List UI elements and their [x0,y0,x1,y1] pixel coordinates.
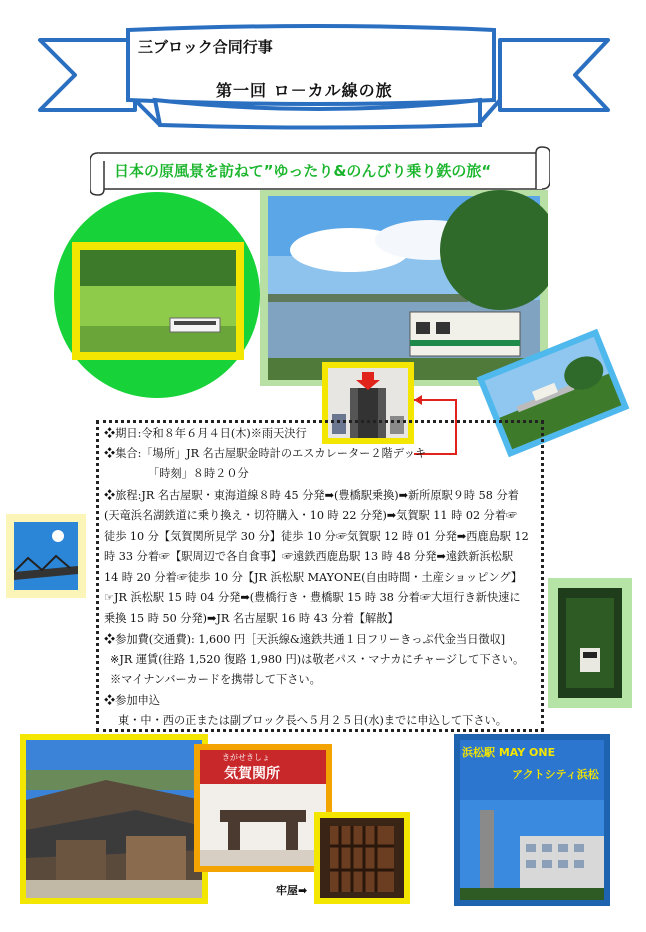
title-ribbon [0,0,646,140]
info-itinerary-line: 徒歩 10 分【気賀関所見学 30 分】徒歩 10 分☞気賀駅 12 時 01 分発➡西鹿島駅 12 [104,530,529,543]
hamamatsu-label-2: アクトシティ浜松 [512,768,599,781]
info-date: ❖期日:令和８年６月４日(木)※雨天決行 [104,427,307,440]
jail-photo [314,812,410,904]
info-itinerary-line: ☞JR 浜松駅 15 時 04 分発➡(豊橋行き・豊橋駅 15 時 38 分着☞大垣行き新快速に [104,591,521,604]
info-itinerary-line: (天竜浜名湖鉄道に乗り換え・切符購入・10 時 22 分発)➡気賀駅 11 時 02 分着☞ [104,509,518,522]
info-itinerary-line: ❖旅程:JR 名古屋駅・東海道線８時 45 分発➡(豊橋駅乗換)➡新所原駅９時 58 分着 [104,489,519,502]
old-village-photo [20,734,208,904]
info-fee: ❖参加費(交通費): 1,600 円［天浜線&遠鉄共通１日フリーきっぷ代金当日徴収] [104,633,506,646]
hamamatsu-label-1: 浜松駅 MAY ONE [462,746,556,759]
green-circle-train-photo [52,190,262,400]
jail-label: 牢屋➡ [276,884,308,897]
info-note-jr: ※JR 運賃(往路 1,520 復路 1,980 円)は敬老パス・マナカにチャージして下さい。 [110,653,525,666]
lake-train-photo [260,190,548,386]
event-title-line1: 三ブロック合同行事 [138,38,273,56]
event-title-line2: 第一回 ロ－カル線の旅 [216,81,393,100]
info-itinerary-line: 時 33 分着☞【駅周辺で各自食事】☞遠鉄西鹿島駅 13 時 48 分発➡遠鉄新浜松駅 [104,550,514,563]
info-note-card: ※マイナンバーカードを携帯して下さい。 [110,673,321,686]
info-meet: ❖集合:「場所」JR 名古屋駅金時計のエスカレーター２階デッキ [104,447,427,460]
info-apply-title: ❖参加申込 [104,694,160,707]
info-itinerary-line: 乗換 15 時 50 分発)➡JR 名古屋駅 16 時 43 分着【解散】 [104,612,399,625]
sekisho-sign: 気賀関所 [224,766,280,782]
info-time: 「時刻」８時２０分 [148,467,249,480]
info-apply-text: 東・中・西の正または副ブロック長へ５月２５日(水)までに申込して下さい。 [118,714,507,727]
info-itinerary-line: 14 時 20 分着☞徒歩 10 分【JR 浜松駅 MAYONE(自由時間・土産ショッピング】 [104,571,523,584]
steel-bridge-photo [6,514,86,598]
forest-train-photo [548,578,632,708]
subtitle-text: 日本の原風景を訪ねて”ゆったり&のんびり乗り鉄の旅“ [114,162,492,180]
sekisho-sign-small: きがせきしょ [222,753,270,762]
